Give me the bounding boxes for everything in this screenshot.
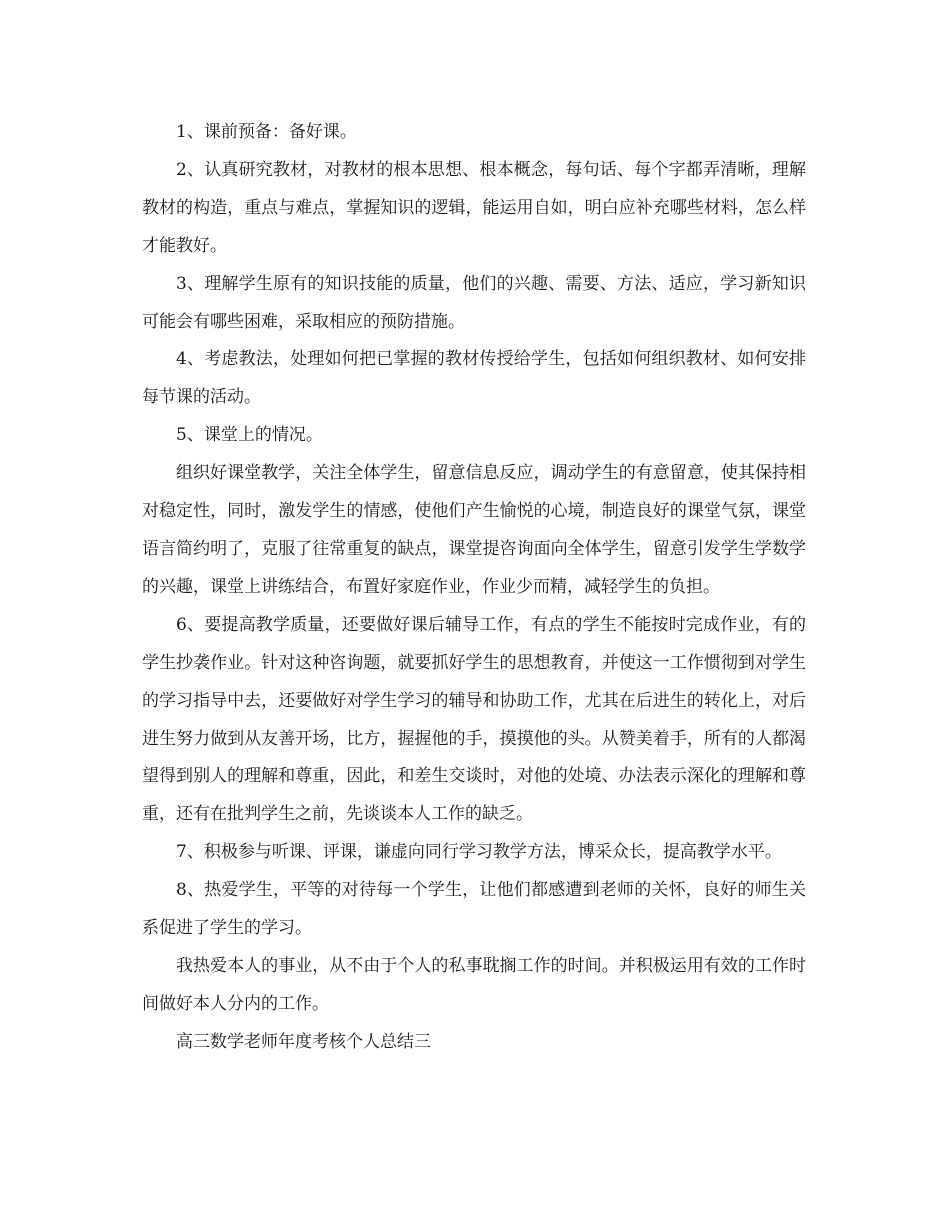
- section-heading: 高三数学老师年度考核个人总结三: [176, 1031, 431, 1052]
- paragraph-10: 我热爱本人的事业，从不由于个人的私事耽搁工作的时间。并积极运用有效的工作时间做好本人分内的工作。: [142, 955, 806, 1014]
- paragraph-1: 1、课前预备：备好课。: [176, 122, 357, 142]
- paragraph-4: 4、考虑教法，处理如何把已掌握的教材传授给学生，包括如何组织教材、如何安排每节课的活动。: [142, 349, 806, 408]
- document-body: [142, 114, 806, 1062]
- paragraph-9: 8、热爱学生，平等的对待每一个学生，让他们都感遭到老师的关怀，良好的师生关系促进了学生的学习。: [142, 880, 806, 939]
- paragraph-3: 3、理解学生原有的知识技能的质量，他们的兴趣、需要、方法、适应，学习新知识可能会有哪些困难，采取相应的预防措施。: [142, 273, 806, 332]
- paragraph-5: 5、课堂上的情况。: [176, 425, 323, 446]
- paragraph-6: 组织好课堂教学，关注全体学生，留意信息反应，调动学生的有意留意，使其保持相对稳定性，同时，激发学生的情感，使他们产生愉悦的心境，制造良好的课堂气氛，课堂语言简约明了，克服了往常重复的缺点，课堂提咨询面向全体学生，留意引发学生学数学的兴趣，课堂上讲练结合，布置好家庭作业，作业少而精，减轻学生的负担。: [142, 463, 806, 597]
- paragraph-2: 2、认真研究教材，对教材的根本思想、根本概念，每句话、每个字都弄清晰，理解教材的构造，重点与难点，掌握知识的逻辑，能运用自如，明白应补充哪些材料，怎么样才能教好。: [142, 159, 806, 256]
- paragraph-8: 7、积极参与听课、评课，谦虚向同行学习教学方法，博采众长，提高教学水平。: [176, 842, 782, 863]
- paragraph-7: 6、要提高教学质量，还要做好课后辅导工作，有点的学生不能按时完成作业，有的学生抄袭作业。针对这种咨询题，就要抓好学生的思想教育，并使这一工作惯彻到对学生的学习指导中去，还要做好对学生学习的辅导和协助工作，尤其在后进生的转化上，对后进生努力做到从友善开场，比方，握握他的手，摸摸他的头。从赞美着手，所有的人都渴望得到别人的理解和尊重，因此，和差生交谈时，对他的处境、办法表示深化的理解和尊重，还有在批判学生之前，先谈谈本人工作的缺乏。: [142, 614, 806, 825]
